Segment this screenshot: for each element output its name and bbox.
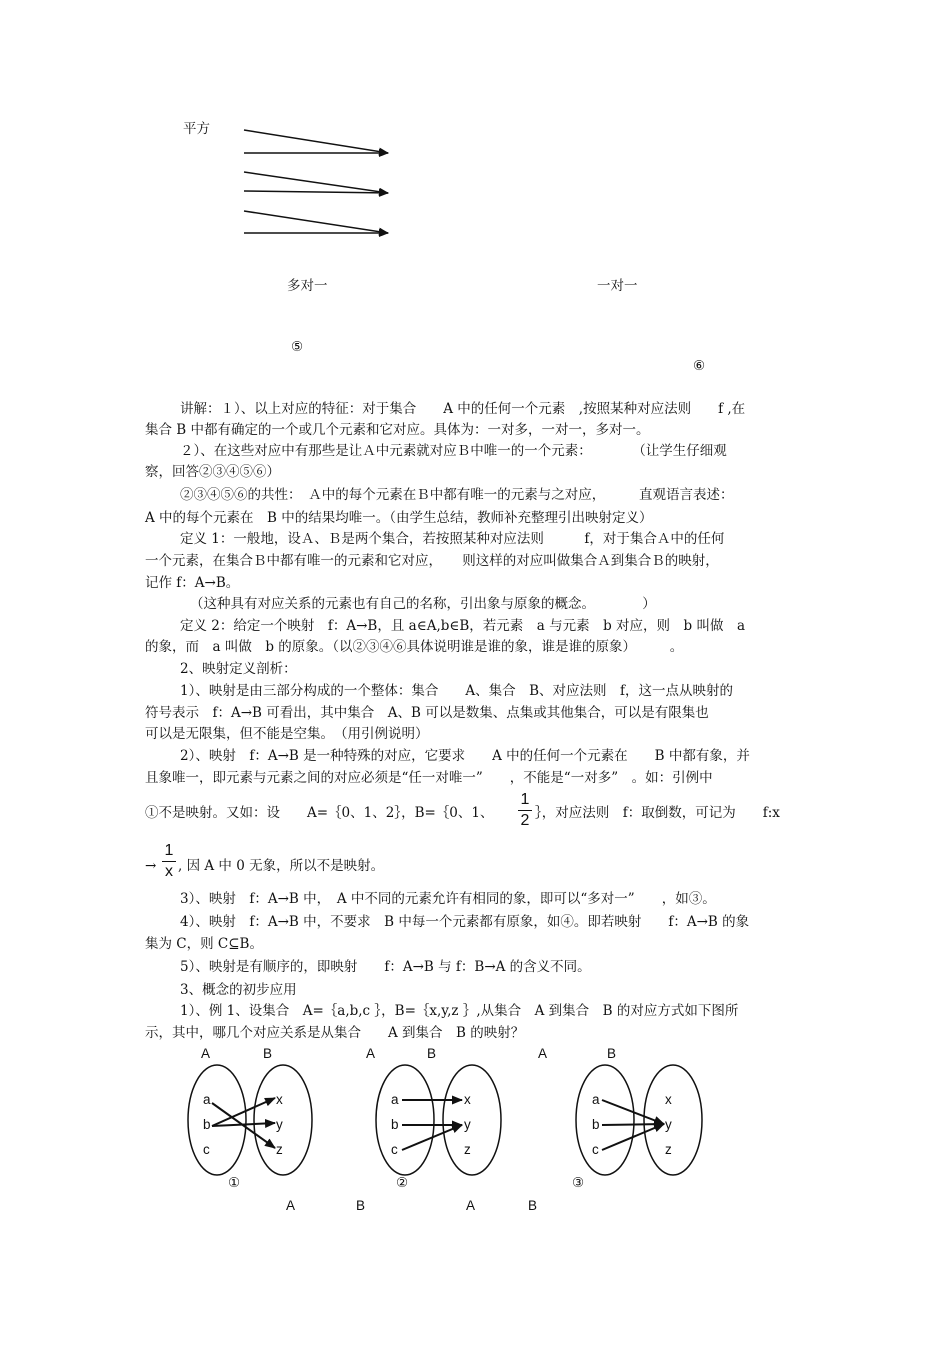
arrow-line xyxy=(244,172,388,193)
element-b: b xyxy=(203,1117,211,1132)
text-line: 且象唯一，即元素与元素之间的对应必须是“任一对唯一” ，不能是“一对多” 。如：引例中 xyxy=(145,770,713,786)
text-line: 符号表示 f：A→B 可看出，其中集合 A、B 可以是数集、点集或其他集合，可以是有限集也 xyxy=(145,705,709,721)
set-a-ellipse xyxy=(576,1065,634,1175)
text-line: → xyxy=(145,858,157,874)
text-line: 2、映射定义剖析： xyxy=(180,661,297,677)
text-line: 4）、映射 f：A→B 中，不要求 B 中每一个元素都有原象，如④。即若映射 f：A→B 的象 xyxy=(180,914,750,930)
set-b-ellipse xyxy=(644,1065,702,1175)
arrow-diagram xyxy=(0,0,950,260)
label-square: 平方 xyxy=(183,121,210,137)
circled-number-5: ⑤ xyxy=(291,339,304,355)
text-line: 记作 f：A→B。 xyxy=(145,575,240,591)
set-label-b: B xyxy=(427,1046,437,1061)
element-z: z xyxy=(464,1142,471,1157)
label-one-to-one: 一对一 xyxy=(597,278,638,294)
fraction-denominator: 2 xyxy=(520,812,530,829)
set-a-ellipse xyxy=(376,1065,434,1175)
arrow-line xyxy=(244,211,388,233)
set-label-b: B xyxy=(528,1198,538,1213)
element-c: c xyxy=(592,1142,599,1157)
set-label-b: B xyxy=(263,1046,273,1061)
text-line: ｝，对应法则 f：取倒数，可记为 f:x xyxy=(535,805,780,821)
set-label-a: A xyxy=(538,1046,548,1061)
element-a: a xyxy=(203,1092,211,1107)
diagram-number-3: ③ xyxy=(572,1175,585,1191)
fraction-one-over-x xyxy=(162,842,176,881)
element-z: z xyxy=(665,1142,672,1157)
fraction-numerator: 1 xyxy=(520,791,530,808)
text-line: A 中的每个元素在 B 中的结果均唯一。（由学生总结，教师补充整理引出映射定义） xyxy=(145,510,653,526)
element-b: b xyxy=(391,1117,399,1132)
set-b-ellipse xyxy=(443,1065,501,1175)
text-line: 1）、映射是由三部分构成的一个整体：集合 A、集合 B、对应法则 f，这一点从映射的 xyxy=(180,683,734,699)
set-label-a: A xyxy=(366,1046,376,1061)
text-line: 5）、映射是有顺序的，即映射 f：A→B 与 f：B→A 的含义不同。 xyxy=(180,959,591,975)
text-line: 定义 1：一般地，设Ａ、Ｂ是两个集合，若按照某种对应法则 f，对于集合Ａ中的任何 xyxy=(180,531,725,547)
fraction-numerator: 1 xyxy=(164,842,174,859)
text-line: , 因 A 中 0 无象，所以不是映射。 xyxy=(178,858,385,874)
text-line: 2）、映射 f：A→B 是一种特殊的对应，它要求 A 中的任何一个元素在 B 中都有象，并 xyxy=(180,748,750,764)
text-line: 一个元素，在集合Ｂ中都有唯一的元素和它对应， 则这样的对应叫做集合Ａ到集合Ｂ的映射， xyxy=(145,553,719,569)
mapping-arrow xyxy=(602,1124,664,1150)
element-a: a xyxy=(592,1092,600,1107)
diagram-number-1: ① xyxy=(228,1175,241,1191)
text-line: ②③④⑤⑥的共性： Ａ中的每个元素在Ｂ中都有唯一的元素与之对应， 直观语言表述： xyxy=(180,487,734,503)
text-line: ①不是映射。又如：设 A=｛0、1、2｝，B=｛0、1、 xyxy=(145,805,494,821)
element-x: x xyxy=(464,1092,471,1107)
text-line: 集合 B 中都有确定的一个或几个元素和它对应。具体为：一对多，一对一，多对一。 xyxy=(145,422,650,438)
element-c: c xyxy=(391,1142,398,1157)
text-line: 可以是无限集，但不能是空集。 （用引例说明） xyxy=(145,726,429,742)
set-label-b: B xyxy=(356,1198,366,1213)
mapping-arrow xyxy=(212,1103,275,1148)
fraction-one-half xyxy=(518,791,532,830)
fraction-bar xyxy=(162,861,176,862)
set-label-a: A xyxy=(201,1046,211,1061)
element-x: x xyxy=(665,1092,672,1107)
element-y: y xyxy=(665,1117,672,1132)
mapping-arrow xyxy=(212,1123,275,1126)
mapping-arrow xyxy=(212,1098,275,1126)
element-x: x xyxy=(276,1092,283,1107)
circled-number-6: ⑥ xyxy=(693,358,706,374)
text-line: 的象，而 a 叫做 b 的原象。（以②③④⑥具体说明谁是谁的象，谁是谁的原象） 。 xyxy=(145,639,684,655)
set-b-ellipse xyxy=(254,1065,312,1175)
arrow-line xyxy=(244,191,388,193)
mapping-arrow xyxy=(602,1124,664,1125)
text-line: 3）、映射 f：A→B 中， A 中不同的元素允许有相同的象，即可以“多对一” ，如③。 xyxy=(180,891,716,907)
diagram-number-2: ② xyxy=(396,1175,409,1191)
element-y: y xyxy=(276,1117,283,1132)
set-label-a: A xyxy=(466,1198,476,1213)
set-label-b: B xyxy=(607,1046,617,1061)
text-line: 1）、例 1、设集合 A=｛a,b,c ｝，B=｛x,y,z ｝,从集合 A 到集合 B 的对应方式如下图所 xyxy=(180,1003,739,1019)
element-c: c xyxy=(203,1142,210,1157)
text-line: 3、概念的初步应用 xyxy=(180,982,297,998)
mapping-arrow xyxy=(602,1100,664,1124)
element-b: b xyxy=(592,1117,600,1132)
set-label-a: A xyxy=(286,1198,296,1213)
text-line: （这种具有对应关系的元素也有自己的名称，引出象与原象的概念。 ） xyxy=(190,596,656,612)
text-line: 定义 2：给定一个映射 f：A→B，且 a∈A,b∈B，若元素 a 与元素 b 对应，则 b 叫做 a xyxy=(180,618,746,634)
text-line: 示，其中，哪几个对应关系是从集合 A 到集合 B 的映射？ xyxy=(145,1025,525,1041)
set-a-ellipse xyxy=(188,1065,246,1175)
text-line: 讲解：１）、以上对应的特征：对于集合 A 中的任何一个元素 ,按照某种对应法则 f ,在 xyxy=(180,401,746,417)
text-line: 集为 C，则 C⊆B。 xyxy=(145,936,263,952)
label-many-to-one: 多对一 xyxy=(287,278,328,294)
element-a: a xyxy=(391,1092,399,1107)
element-y: y xyxy=(464,1117,471,1132)
fraction-bar xyxy=(518,810,532,811)
text-line: 察，回答②③④⑤⑥） xyxy=(145,464,280,480)
text-line: ２）、在这些对应中有那些是让Ａ中元素就对应Ｂ中唯一的一个元素： （让学生仔细观 xyxy=(180,443,727,459)
arrow-line xyxy=(244,130,388,153)
element-z: z xyxy=(276,1142,283,1157)
mapping-arrow xyxy=(402,1125,462,1150)
fraction-denominator: x xyxy=(165,863,173,880)
